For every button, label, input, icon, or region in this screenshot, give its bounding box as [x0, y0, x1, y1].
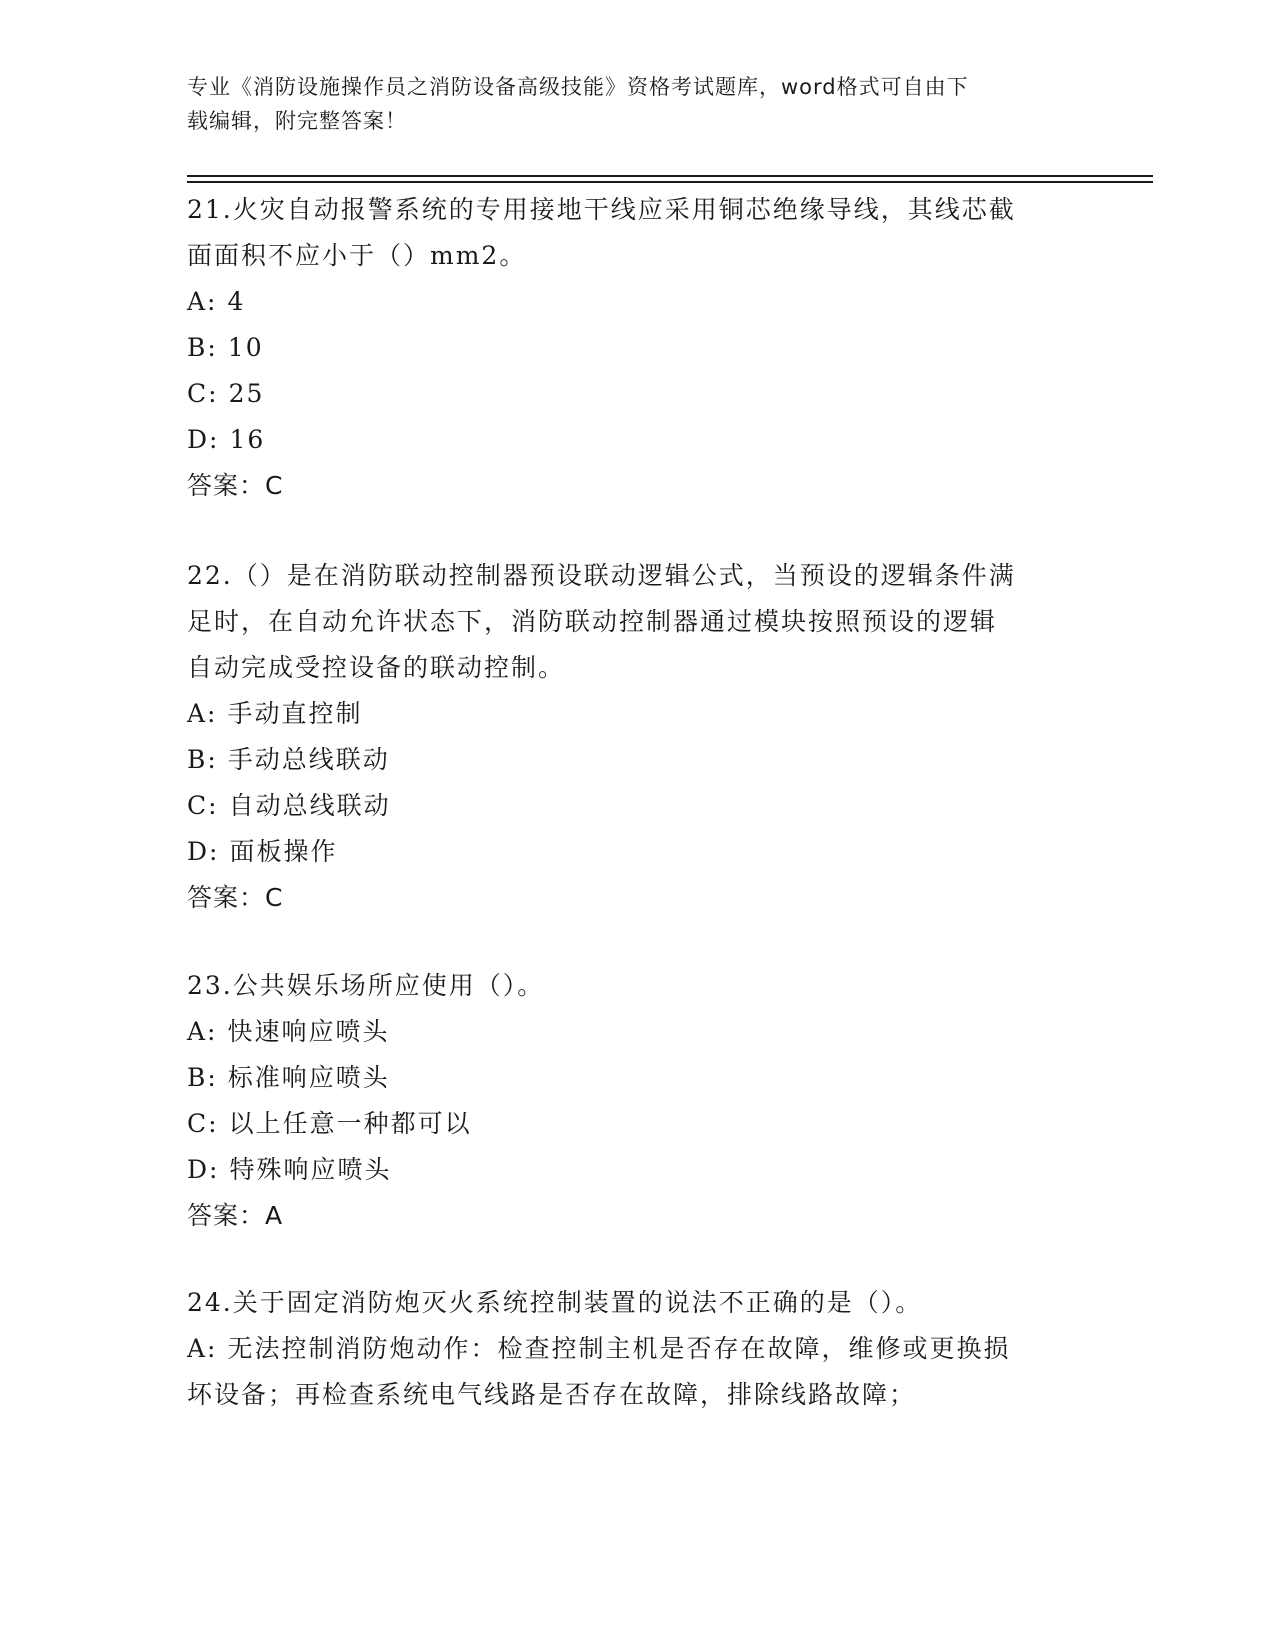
option-text: 坏设备；再检查系统电气线路是否存在故障，排除线路故障；	[187, 1380, 917, 1409]
option-text: 25	[228, 379, 265, 408]
option-text: 面板操作	[229, 837, 338, 866]
option-a	[187, 279, 1087, 325]
option-label: C:	[187, 379, 219, 408]
option-label: A:	[187, 1334, 218, 1363]
option-text: 16	[229, 425, 266, 454]
question-22	[187, 553, 1087, 921]
option-label: A:	[187, 699, 218, 728]
question-stem	[187, 963, 1087, 1009]
header-divider-top	[187, 175, 1153, 177]
option-text: 4	[227, 287, 246, 316]
option-c	[187, 783, 1087, 829]
question-stem	[187, 553, 1087, 691]
option-c	[187, 1101, 1087, 1147]
option-text: 特殊响应喷头	[229, 1155, 392, 1184]
option-text: 手动直控制	[227, 699, 363, 728]
option-a	[187, 1326, 1087, 1372]
option-text: 快速响应喷头	[227, 1017, 390, 1046]
question-24	[187, 1280, 1087, 1418]
question-stem	[187, 1280, 1087, 1326]
option-text: 10	[227, 333, 264, 362]
option-text: 自动总线联动	[228, 791, 391, 820]
stem-line: 22.（）是在消防联动控制器预设联动逻辑公式，当预设的逻辑条件满	[187, 561, 1016, 590]
stem-line: 23.公共娱乐场所应使用（）。	[187, 971, 545, 1000]
option-d	[187, 1147, 1087, 1193]
option-a-continued	[187, 1372, 1087, 1418]
option-label: C:	[187, 791, 219, 820]
stem-line: 21.火灾自动报警系统的专用接地干线应采用铜芯绝缘导线，其线芯截	[187, 195, 1016, 224]
option-b	[187, 325, 1087, 371]
option-label: D:	[187, 1155, 220, 1184]
option-d	[187, 417, 1087, 463]
question-23	[187, 963, 1087, 1239]
option-label: C:	[187, 1109, 219, 1138]
option-text: 手动总线联动	[227, 745, 390, 774]
stem-line: 面面积不应小于（）mm2。	[187, 241, 527, 270]
option-label: D:	[187, 837, 220, 866]
header-line-1: 专业《消防设施操作员之消防设备高级技能》资格考试题库，word格式可自由下	[187, 75, 969, 99]
option-text: 标准响应喷头	[227, 1063, 390, 1092]
question-stem	[187, 187, 1087, 279]
answer: 答案：A	[187, 1201, 284, 1230]
option-label: B:	[187, 745, 218, 774]
header-line-2: 载编辑，附完整答案！	[187, 109, 407, 133]
option-text: 以上任意一种都可以	[228, 1109, 472, 1138]
option-a	[187, 1009, 1087, 1055]
answer: 答案：C	[187, 471, 284, 500]
option-label: B:	[187, 333, 218, 362]
option-c	[187, 371, 1087, 417]
option-label: A:	[187, 287, 218, 316]
option-a	[187, 691, 1087, 737]
option-b	[187, 737, 1087, 783]
stem-line: 24.关于固定消防炮灭火系统控制装置的说法不正确的是（）。	[187, 1288, 923, 1317]
answer: 答案：C	[187, 883, 284, 912]
option-label: D:	[187, 425, 220, 454]
header-divider-bottom	[187, 181, 1153, 183]
option-label: B:	[187, 1063, 218, 1092]
document-header	[187, 70, 1067, 138]
option-text: 无法控制消防炮动作：检查控制主机是否存在故障，维修或更换损	[227, 1334, 1011, 1363]
option-b	[187, 1055, 1087, 1101]
question-21	[187, 187, 1087, 509]
option-d	[187, 829, 1087, 875]
option-label: A:	[187, 1017, 218, 1046]
stem-line: 自动完成受控设备的联动控制。	[187, 653, 566, 682]
stem-line: 足时，在自动允许状态下，消防联动控制器通过模块按照预设的逻辑	[187, 607, 998, 636]
